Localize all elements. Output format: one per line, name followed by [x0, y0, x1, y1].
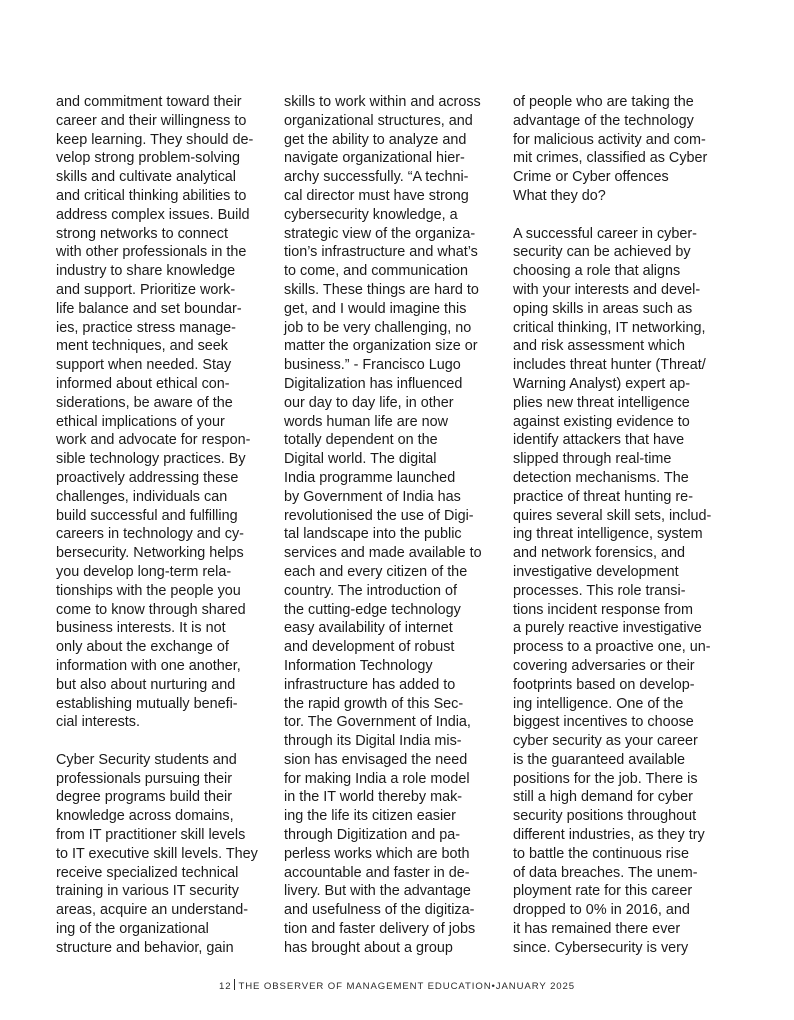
paragraph-gap: [56, 732, 268, 751]
text-line: organizational structures, and: [284, 112, 473, 129]
text-column-1: [56, 93, 268, 958]
text-line: has brought about a group: [284, 939, 453, 956]
text-line: to IT executive skill levels. They: [56, 845, 258, 862]
text-line: identify attackers that have: [513, 432, 685, 449]
text-line: work and advocate for respon-: [56, 432, 251, 449]
text-line: Digital world. The digital: [284, 451, 437, 468]
text-line: structure and behavior, gain: [56, 939, 234, 956]
text-line: ployment rate for this career: [513, 883, 693, 900]
text-line: informed about ethical con-: [56, 375, 230, 392]
text-line: support when needed. Stay: [56, 357, 232, 374]
footer-divider: [234, 979, 235, 990]
text-line: Digitalization has influenced: [284, 375, 463, 392]
text-line: is the guaranteed available: [513, 751, 686, 768]
text-line: degree programs build their: [56, 789, 232, 806]
text-line: keep learning. They should de-: [56, 131, 254, 148]
text-line: Cyber Security students and: [56, 751, 237, 768]
text-line: oping skills in areas such as: [513, 300, 693, 317]
text-line: by Government of India has: [284, 488, 461, 505]
text-line: life balance and set boundar-: [56, 300, 242, 317]
text-line: mit crimes, classified as Cyber: [513, 150, 708, 167]
text-line: cyber security as your career: [513, 733, 698, 750]
text-line: against existing evidence to: [513, 413, 690, 430]
text-line: industry to share knowledge: [56, 263, 236, 280]
text-line: only about the exchange of: [56, 639, 229, 656]
text-line: information with one another,: [56, 657, 241, 674]
text-line: livery. But with the advantage: [284, 883, 471, 900]
text-line: tal landscape into the public: [284, 526, 462, 543]
text-line: navigate organizational hier-: [284, 150, 465, 167]
text-line: tor. The Government of India,: [284, 714, 471, 731]
text-line: professionals pursuing their: [56, 770, 232, 787]
text-line: of people who are taking the: [513, 94, 694, 110]
text-line: cial interests.: [56, 714, 140, 731]
text-line: still a high demand for cyber: [513, 789, 693, 806]
text-line: cybersecurity knowledge, a: [284, 206, 458, 223]
text-line: through Digitization and pa-: [284, 827, 460, 844]
text-line: with other professionals in the: [56, 244, 247, 261]
text-line: through its Digital India mis-: [284, 733, 462, 750]
text-line: and usefulness of the digitiza-: [284, 902, 475, 919]
text-line: archy successfully. “A techni-: [284, 169, 469, 186]
text-line: processes. This role transi-: [513, 582, 686, 599]
text-line: detection mechanisms. The: [513, 469, 689, 486]
text-line: build successful and fulfilling: [56, 507, 238, 524]
text-line: What they do?: [513, 187, 606, 204]
text-line: areas, acquire an understand-: [56, 902, 248, 919]
text-line: ies, practice stress manage-: [56, 319, 236, 336]
text-line: of data breaches. The unem-: [513, 864, 698, 881]
text-line: tion and faster delivery of jobs: [284, 921, 476, 938]
text-line: Warning Analyst) expert ap-: [513, 375, 691, 392]
text-line: country. The introduction of: [284, 582, 458, 599]
text-line: quires several skill sets, includ-: [513, 507, 712, 524]
text-line: advantage of the technology: [513, 112, 694, 129]
page-number: 12: [218, 981, 232, 992]
text-line: critical thinking, IT networking,: [513, 319, 706, 336]
text-line: perless works which are both: [284, 845, 470, 862]
text-line: biggest incentives to choose: [513, 714, 694, 731]
text-line: includes threat hunter (Threat/: [513, 357, 706, 374]
text-line: to come, and communication: [284, 263, 468, 280]
text-line: A successful career in cyber-: [513, 225, 697, 242]
text-line: strong networks to connect: [56, 225, 228, 242]
text-line: for making India a role model: [284, 770, 470, 787]
text-line: ing the life its citizen easier: [284, 808, 456, 825]
text-line: India programme launched: [284, 469, 456, 486]
text-line: ing threat intelligence, system: [513, 526, 703, 543]
text-line: strategic view of the organiza-: [284, 225, 476, 242]
text-line: different industries, as they try: [513, 827, 705, 844]
text-line: ment techniques, and seek: [56, 338, 228, 355]
text-line: career and their willingness to: [56, 112, 247, 129]
text-line: tionships with the people you: [56, 582, 241, 599]
text-line: and commitment toward their: [56, 94, 242, 110]
text-line: receive specialized technical: [56, 864, 239, 881]
text-line: positions for the job. There is: [513, 770, 698, 787]
text-line: get the ability to analyze and: [284, 131, 467, 148]
text-line: process to a proactive one, un-: [513, 639, 711, 656]
text-line: and development of robust: [284, 639, 455, 656]
text-line: tion’s infrastructure and what’s: [284, 244, 478, 261]
text-line: words human life are now: [284, 413, 448, 430]
text-line: Crime or Cyber offences: [513, 169, 669, 186]
text-line: and support. Prioritize work-: [56, 281, 236, 298]
publication-line: THE OBSERVER OF MANAGEMENT EDUCATION•JANUARY 2025: [238, 981, 576, 992]
text-line: and risk assessment which: [513, 338, 685, 355]
text-line: our day to day life, in other: [284, 394, 454, 411]
text-line: skills to work within and across: [284, 94, 481, 110]
text-line: in the IT world thereby mak-: [284, 789, 463, 806]
text-line: practice of threat hunting re-: [513, 488, 693, 505]
text-line: but also about nurturing and: [56, 676, 236, 693]
text-line: since. Cybersecurity is very: [513, 939, 689, 956]
text-line: for malicious activity and com-: [513, 131, 706, 148]
text-line: come to know through shared: [56, 601, 246, 618]
text-line: from IT practitioner skill levels: [56, 827, 246, 844]
text-line: slipped through real-time: [513, 451, 672, 468]
text-line: Information Technology: [284, 657, 433, 674]
text-line: each and every citizen of the: [284, 563, 468, 580]
text-line: establishing mutually benefi-: [56, 695, 238, 712]
text-line: bersecurity. Networking helps: [56, 545, 244, 562]
text-line: the cutting-edge technology: [284, 601, 461, 618]
text-line: knowledge across domains,: [56, 808, 234, 825]
text-line: and network forensics, and: [513, 545, 685, 562]
text-line: a purely reactive investigative: [513, 620, 702, 637]
text-line: siderations, be aware of the: [56, 394, 233, 411]
text-line: security positions throughout: [513, 808, 697, 825]
text-line: business interests. It is not: [56, 620, 226, 637]
text-line: careers in technology and cy-: [56, 526, 244, 543]
text-line: revolutionised the use of Digi-: [284, 507, 474, 524]
text-line: ing intelligence. One of the: [513, 695, 684, 712]
text-line: get, and I would imagine this: [284, 300, 467, 317]
text-line: address complex issues. Build: [56, 206, 250, 223]
text-line: to battle the continuous rise: [513, 845, 689, 862]
text-line: services and made available to: [284, 545, 482, 562]
page-footer: [0, 979, 794, 992]
text-line: sible technology practices. By: [56, 451, 246, 468]
text-line: footprints based on develop-: [513, 676, 695, 693]
text-column-2: [284, 93, 496, 958]
text-line: security can be achieved by: [513, 244, 691, 261]
text-column-3: [513, 93, 725, 958]
text-line: you develop long-term rela-: [56, 563, 232, 580]
text-line: proactively addressing these: [56, 469, 239, 486]
text-line: ethical implications of your: [56, 413, 225, 430]
text-line: the rapid growth of this Sec-: [284, 695, 464, 712]
text-line: covering adversaries or their: [513, 657, 695, 674]
text-line: accountable and faster in de-: [284, 864, 470, 881]
text-line: it has remained there ever: [513, 921, 681, 938]
text-line: choosing a role that aligns: [513, 263, 681, 280]
text-line: totally dependent on the: [284, 432, 438, 449]
text-line: business.” - Francisco Lugo: [284, 357, 461, 374]
text-line: job to be very challenging, no: [284, 319, 472, 336]
text-line: dropped to 0% in 2016, and: [513, 902, 690, 919]
text-line: cal director must have strong: [284, 187, 469, 204]
text-line: plies new threat intelligence: [513, 394, 690, 411]
text-line: and critical thinking abilities to: [56, 187, 247, 204]
text-line: with your interests and devel-: [513, 281, 701, 298]
text-line: matter the organization size or: [284, 338, 478, 355]
text-line: ing of the organizational: [56, 921, 209, 938]
text-line: training in various IT security: [56, 883, 239, 900]
text-line: sion has envisaged the need: [284, 751, 468, 768]
text-line: tions incident response from: [513, 601, 693, 618]
text-line: skills and cultivate analytical: [56, 169, 236, 186]
text-line: velop strong problem-solving: [56, 150, 240, 167]
text-line: skills. These things are hard to: [284, 281, 479, 298]
text-line: challenges, individuals can: [56, 488, 228, 505]
text-line: investigative development: [513, 563, 679, 580]
text-line: easy availability of internet: [284, 620, 453, 637]
paragraph-gap: [513, 206, 725, 225]
text-line: infrastructure has added to: [284, 676, 456, 693]
